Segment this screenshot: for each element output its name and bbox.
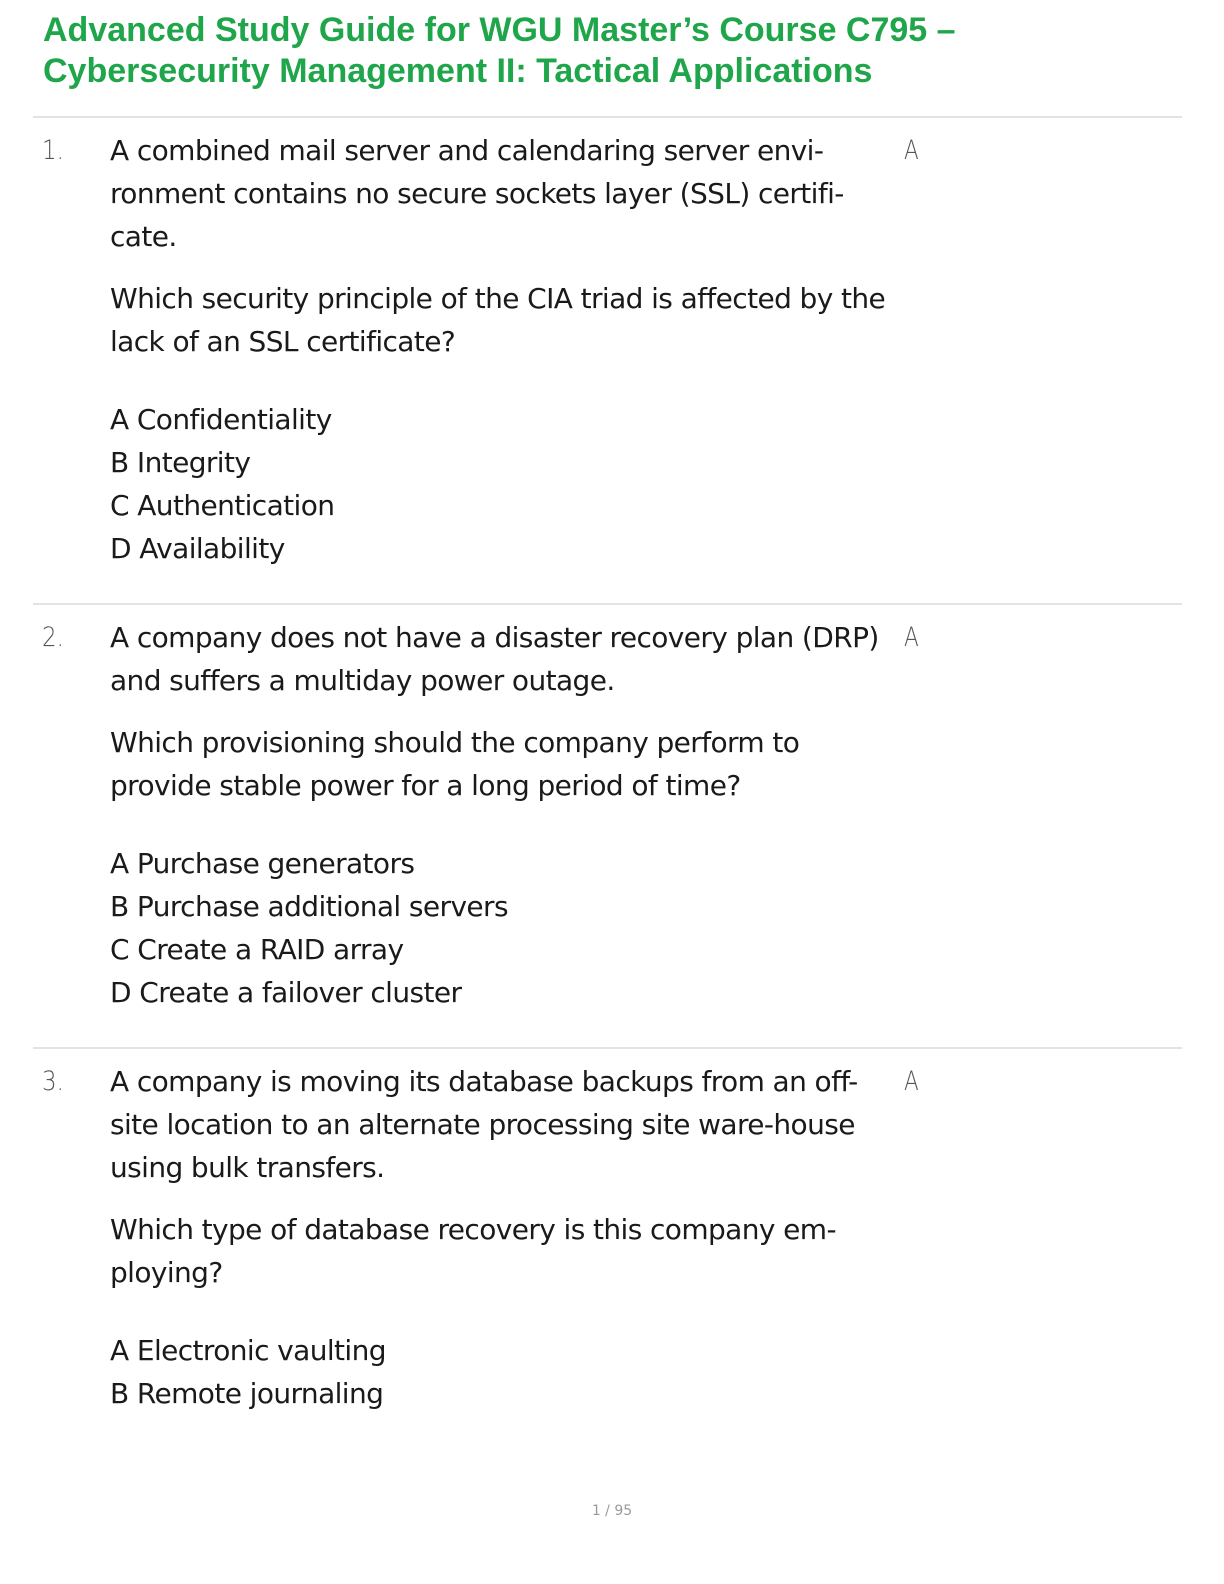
question-stem: A combined mail server and calendaring server envi-ronment contains no secure sockets layer (SSL) certifi-cate. — [110, 134, 844, 253]
question-prompt: Which security principle of the CIA triad is affected by the lack of an SSL certificate? — [110, 282, 886, 358]
option-a: A Confidentiality — [110, 403, 332, 436]
option-b: B Integrity — [110, 446, 251, 479]
question-number: 3. — [42, 1066, 64, 1097]
question-prompt: Which type of database recovery is this company em-ploying? — [110, 1213, 836, 1289]
divider — [33, 1047, 1182, 1049]
question-number: 1. — [42, 135, 64, 166]
question-number: 2. — [42, 622, 64, 653]
divider — [33, 603, 1182, 605]
option-b: B Purchase additional servers — [110, 890, 508, 923]
title-line-2: Cybersecurity Management II: Tactical Applications — [43, 52, 873, 90]
question-stem: A company does not have a disaster recovery plan (DRP) and suffers a multiday power outage. — [110, 621, 879, 697]
question-body — [110, 129, 900, 570]
answer-options — [110, 1329, 900, 1415]
question-prompt: Which provisioning should the company perform to provide stable power for a long period of time? — [110, 726, 800, 802]
answer-key: A — [904, 622, 919, 653]
answer-options — [110, 842, 900, 1014]
divider — [33, 116, 1182, 118]
option-b: B Remote journaling — [110, 1377, 384, 1410]
question-stem: A company is moving its database backups from an off-site location to an alternate processing site ware-house using bulk transfers. — [110, 1065, 858, 1184]
answer-options — [110, 398, 900, 570]
title-line-1: Advanced Study Guide for WGU Master’s Course C795 – — [43, 11, 956, 49]
answer-key: A — [904, 135, 919, 166]
option-c: C Authentication — [110, 489, 335, 522]
document-title — [43, 10, 1143, 92]
option-a: A Purchase generators — [110, 847, 415, 880]
answer-key: A — [904, 1066, 919, 1097]
option-d: D Availability — [110, 532, 285, 565]
question-body — [110, 1060, 900, 1415]
page-number: 1 / 95 — [591, 1503, 633, 1519]
option-c: C Create a RAID array — [110, 933, 404, 966]
option-a: A Electronic vaulting — [110, 1334, 386, 1367]
option-d: D Create a failover cluster — [110, 976, 462, 1009]
question-body — [110, 616, 900, 1014]
